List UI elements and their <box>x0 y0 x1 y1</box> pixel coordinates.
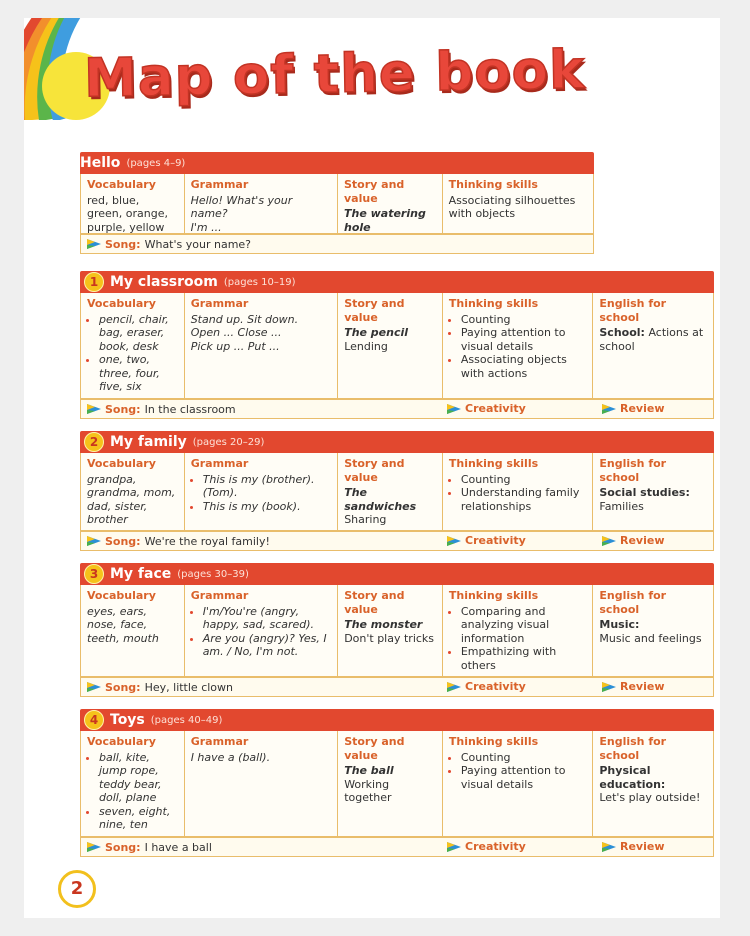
vocabulary-label: Vocabulary <box>87 178 156 191</box>
flag-icon <box>447 682 461 692</box>
story-value: Sharing <box>344 513 387 526</box>
unit-footer <box>80 399 714 419</box>
thinking-column <box>443 293 594 398</box>
vocabulary-item: • one, two, three, four, five, six <box>99 353 178 394</box>
school-topic: Music and feelings <box>599 631 702 645</box>
school-label: English for school <box>599 457 667 484</box>
song-label: Song: <box>105 237 141 251</box>
school-topic: Actions at school <box>599 326 704 353</box>
story-value: Don't play tricks <box>344 631 435 645</box>
unit-name: My classroom <box>110 274 218 290</box>
vocabulary-label: Vocabulary <box>87 457 156 470</box>
vocabulary-text: red, blue, green, orange, purple, yellow <box>87 193 168 234</box>
story-title: The sandwiches <box>344 486 417 513</box>
thinking-column <box>443 453 594 530</box>
school-column <box>593 731 713 836</box>
vocabulary-column <box>81 731 185 836</box>
thinking-text: Associating silhouettes with objects <box>448 193 576 220</box>
unit-1 <box>80 271 714 419</box>
unit-3 <box>80 563 714 697</box>
school-column <box>593 453 713 530</box>
unit-pages: (pages 10–19) <box>223 276 296 288</box>
flag-icon <box>447 404 461 414</box>
unit-columns <box>80 731 714 837</box>
story-label: Story and value <box>344 178 405 205</box>
story-label: Story and value <box>344 589 405 616</box>
song-label: Song: <box>105 534 141 548</box>
grammar-item: • This is my (book). <box>203 500 332 514</box>
story-column <box>338 731 443 836</box>
vocabulary-text: grandpa, grandma, mom, dad, sister, brother <box>87 472 176 526</box>
flag-icon <box>602 536 616 546</box>
unit-columns <box>80 293 714 399</box>
unit-footer <box>80 837 714 857</box>
school-topic: Let's play outside! <box>599 791 701 804</box>
unit-name: Hello <box>80 155 121 171</box>
school-label: English for school <box>599 735 667 762</box>
unit-number-badge: 4 <box>84 710 104 730</box>
creativity-label: Creativity <box>465 680 526 693</box>
creativity-link <box>441 534 526 547</box>
unit-header <box>80 563 714 585</box>
unit-hello <box>80 152 594 254</box>
unit-2 <box>80 431 714 551</box>
unit-header <box>80 152 594 174</box>
unit-header <box>80 431 714 453</box>
thinking-column <box>443 585 594 676</box>
vocabulary-item: • ball, kite, jump rope, teddy bear, doll, plane <box>99 751 178 805</box>
grammar-label: Grammar <box>190 297 249 310</box>
thinking-item: • Counting <box>461 751 587 765</box>
creativity-link <box>441 402 526 415</box>
grammar-label: Grammar <box>190 178 249 191</box>
song-title: Hey, little clown <box>144 680 233 694</box>
grammar-column <box>185 585 339 676</box>
vocabulary-label: Vocabulary <box>87 297 156 310</box>
song-label: Song: <box>105 840 141 854</box>
review-label: Review <box>620 680 665 693</box>
thinking-item: • Understanding family relationships <box>461 486 587 513</box>
unit-number-badge: 1 <box>84 272 104 292</box>
story-title: The pencil <box>344 326 409 339</box>
unit-name: My family <box>110 434 187 450</box>
review-link <box>596 534 665 547</box>
grammar-item: • I'm/You're (angry, happy, sad, scared). <box>203 605 332 632</box>
unit-header <box>80 709 714 731</box>
story-label: Story and value <box>344 735 405 762</box>
school-subject: Physical education: <box>599 764 666 791</box>
thinking-item: • Paying attention to visual details <box>461 326 587 353</box>
story-column <box>338 293 443 398</box>
flag-icon <box>602 682 616 692</box>
review-link <box>596 840 665 853</box>
grammar-line: I have a (ball). <box>190 750 271 764</box>
school-subject: School: <box>599 326 645 339</box>
school-subject: Music: <box>599 618 640 631</box>
vocabulary-column <box>81 293 185 398</box>
flag-icon <box>87 536 101 546</box>
vocabulary-column <box>81 585 185 676</box>
grammar-item: • Are you (angry)? Yes, I am. / No, I'm not. <box>203 632 332 659</box>
thinking-item: • Counting <box>461 473 587 487</box>
vocabulary-label: Vocabulary <box>87 735 156 748</box>
creativity-label: Creativity <box>465 402 526 415</box>
grammar-line: Stand up. Sit down. <box>190 312 299 326</box>
thinking-item: • Empathizing with others <box>461 645 587 672</box>
thinking-label: Thinking skills <box>448 589 539 602</box>
story-label: Story and value <box>344 457 405 484</box>
review-label: Review <box>620 402 665 415</box>
unit-columns <box>80 453 714 531</box>
unit-header <box>80 271 714 293</box>
unit-footer <box>80 677 714 697</box>
flag-icon <box>87 682 101 692</box>
story-title: The watering hole <box>344 207 426 234</box>
grammar-column <box>185 293 339 398</box>
flag-icon <box>447 536 461 546</box>
creativity-label: Creativity <box>465 534 526 547</box>
school-subject: Social studies: <box>599 486 690 499</box>
unit-pages: (pages 20–29) <box>192 436 265 448</box>
thinking-item: • Paying attention to visual details <box>461 764 587 791</box>
unit-columns <box>80 174 594 234</box>
grammar-label: Grammar <box>190 589 249 602</box>
thinking-item: • Associating objects with actions <box>461 353 587 380</box>
flag-icon <box>87 842 101 852</box>
flag-icon <box>87 239 101 249</box>
song-label: Song: <box>105 402 141 416</box>
unit-footer <box>80 234 594 254</box>
grammar-item: • This is my (brother). (Tom). <box>203 473 332 500</box>
review-link <box>596 680 665 693</box>
school-column <box>593 585 713 676</box>
thinking-item: • Counting <box>461 313 587 327</box>
grammar-column <box>185 453 339 530</box>
story-value: Lending <box>344 339 388 353</box>
unit-number-badge: 3 <box>84 564 104 584</box>
song-title: In the classroom <box>144 402 236 416</box>
review-label: Review <box>620 534 665 547</box>
school-label: English for school <box>599 297 667 324</box>
thinking-item: • Comparing and analyzing visual information <box>461 605 587 646</box>
thinking-label: Thinking skills <box>448 178 538 191</box>
unit-name: My face <box>110 566 172 582</box>
song-title: What's your name? <box>144 237 252 251</box>
vocabulary-label: Vocabulary <box>87 589 156 602</box>
school-column <box>593 293 713 398</box>
flag-icon <box>602 404 616 414</box>
grammar-line: Open ... Close ... <box>190 326 282 339</box>
vocabulary-column <box>81 453 185 530</box>
page-title: Map of the book <box>83 39 586 110</box>
creativity-link <box>441 840 526 853</box>
unit-pages: (pages 40–49) <box>150 714 223 726</box>
grammar-line: I'm ... <box>190 220 222 234</box>
story-column <box>338 585 443 676</box>
book-page <box>24 18 720 918</box>
school-topic: Families <box>599 499 644 513</box>
review-link <box>596 402 665 415</box>
grammar-line: Hello! What's your name? <box>190 193 293 220</box>
flag-icon <box>602 842 616 852</box>
unit-name: Toys <box>110 712 145 728</box>
grammar-label: Grammar <box>190 457 249 470</box>
grammar-line: Pick up ... Put ... <box>190 339 280 353</box>
song-title: We're the royal family! <box>144 534 270 548</box>
unit-pages: (pages 4–9) <box>126 157 186 169</box>
thinking-label: Thinking skills <box>448 735 539 748</box>
review-label: Review <box>620 840 665 853</box>
vocabulary-text: eyes, ears, nose, face, teeth, mouth <box>87 604 159 645</box>
story-column <box>338 174 443 233</box>
unit-columns <box>80 585 714 677</box>
vocabulary-item: • seven, eight, nine, ten <box>99 805 178 832</box>
unit-number-badge: 2 <box>84 432 104 452</box>
grammar-column <box>185 174 338 233</box>
unit-footer <box>80 531 714 551</box>
flag-icon <box>87 404 101 414</box>
creativity-link <box>441 680 526 693</box>
school-label: English for school <box>599 589 667 616</box>
unit-pages: (pages 30–39) <box>177 568 249 580</box>
grammar-label: Grammar <box>190 735 249 748</box>
vocabulary-column <box>81 174 185 233</box>
song-label: Song: <box>105 680 141 694</box>
grammar-column <box>185 731 339 836</box>
flag-icon <box>447 842 461 852</box>
vocabulary-item: • pencil, chair, bag, eraser, book, desk <box>99 313 178 354</box>
unit-4 <box>80 709 714 857</box>
thinking-column <box>443 731 594 836</box>
story-title: The ball <box>344 764 394 777</box>
story-title: The monster <box>344 618 423 631</box>
story-column <box>338 453 443 530</box>
thinking-label: Thinking skills <box>448 457 539 470</box>
thinking-column <box>443 174 593 233</box>
creativity-label: Creativity <box>465 840 526 853</box>
thinking-label: Thinking skills <box>448 297 539 310</box>
song-title: I have a ball <box>144 840 212 854</box>
page-number: 2 <box>58 870 96 908</box>
story-label: Story and value <box>344 297 405 324</box>
story-value: Working together <box>344 777 392 804</box>
